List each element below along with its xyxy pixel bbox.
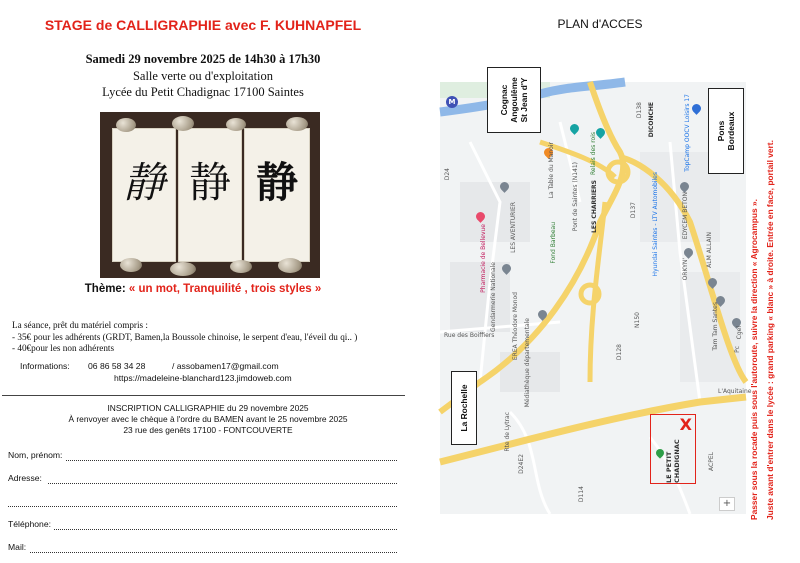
map-label: Pont de Saintes (N141)	[572, 162, 579, 232]
section-divider	[2, 395, 405, 396]
contact-website[interactable]: https://madeleine-blanchard123.jimdoweb.com	[114, 373, 292, 383]
stone-decoration	[116, 118, 136, 132]
mail-field[interactable]	[8, 542, 403, 554]
map-label: Relais des rois	[590, 132, 597, 175]
map-label: Hyundai Saintes - LTV Automobiles	[652, 172, 659, 277]
address-field-line-2[interactable]	[8, 506, 397, 507]
inscription-address: 23 rue des genêts 17100 - FONTCOUVERTE	[123, 425, 293, 435]
map-label: Fond Barbeau	[550, 222, 557, 264]
map-label: D137	[630, 202, 637, 219]
sign-line: Pons	[716, 120, 726, 142]
address-field[interactable]	[8, 473, 403, 485]
map-label: Pharmacie de Bellevue	[480, 224, 487, 293]
calligraphy-glyph-3: 静	[255, 158, 298, 207]
lycee-target-box[interactable]	[650, 414, 696, 484]
contact-label: Informations:	[20, 361, 70, 371]
venue-room: Salle verte ou d'exploitation	[132, 69, 274, 83]
calligraphy-glyph-1: 静	[122, 158, 165, 207]
map-label: D24	[444, 168, 451, 181]
map-label: D128	[616, 344, 623, 361]
calligraphy-photo	[100, 112, 320, 278]
phone-field[interactable]	[8, 519, 403, 531]
stone-decoration	[170, 262, 196, 276]
directions-line-2: Juste avant d'entrer dans le lycée : grand parking « blanc » à droite. Entrée en face, portail vert.	[765, 140, 775, 520]
map-label: N150	[634, 312, 641, 328]
directions-line-1: Passer sous la rocade puis sous l'autoroute, suivre la direction « Agrocampus ».	[749, 199, 759, 520]
name-field-label: Nom, prénom:	[8, 450, 63, 460]
map-label: LES AVENTURIER	[510, 202, 517, 253]
calligraphy-sheet-3	[244, 128, 310, 262]
venue-school: Lycée du Petit Chadignac 17100 Saintes	[102, 85, 304, 99]
map-label: Rte de Lytrac	[504, 412, 511, 452]
sign-line: Bordeaux	[726, 111, 736, 151]
map-label: Médiathèque départementale	[524, 318, 531, 408]
event-venue	[28, 68, 378, 100]
event-title: STAGE de CALLIGRAPHIE avec F. KUHNAPFEL	[44, 17, 362, 33]
map-label: Cgel	[736, 326, 743, 340]
map-label: TopCamp OOCV Loisirs 17	[684, 94, 691, 172]
map-label: Gendarmerie Nationale	[490, 262, 497, 332]
sign-pons-text	[716, 112, 736, 151]
address-field-2[interactable]	[8, 496, 403, 508]
sign-la-rochelle	[451, 371, 477, 445]
map-label: Rue des Boiffiers	[444, 332, 495, 339]
map-label: L'Aquitaine	[718, 388, 752, 395]
map-zoom-in-button[interactable]: +	[719, 497, 735, 511]
phone-field-line[interactable]	[54, 529, 397, 530]
event-date-time: Samedi 29 novembre 2025 de 14h30 à 17h30	[85, 52, 321, 66]
map-label: LES CHARRIERS	[591, 180, 598, 233]
address-field-line[interactable]	[48, 483, 397, 484]
pricing-section	[12, 320, 407, 355]
map-label: Tam Tam Santes	[712, 302, 719, 351]
theme-line	[28, 283, 378, 295]
sign-cognac-text	[499, 77, 529, 123]
map-label: ACPEL	[708, 452, 715, 471]
map-label: ORKYN'	[682, 258, 689, 281]
map-label: EREA Théodore Monod	[512, 292, 519, 361]
contact-email[interactable]: / assobamen17@gmail.com	[172, 361, 279, 371]
theme-value: « un mot, Tranquilité , trois styles »	[125, 283, 322, 295]
pricing-non-members: - 40€pour les non adhérents	[12, 343, 115, 354]
directions-text	[747, 70, 789, 520]
target-x-mark: X	[679, 415, 692, 434]
address-field-label: Adresse:	[8, 473, 42, 483]
lycee-label: LE PETIT CHADIGNAC	[665, 439, 681, 483]
sign-line: St Jean d'Y	[519, 77, 529, 123]
map-label: DICONCHE	[648, 102, 655, 138]
contact-phone[interactable]: 06 86 58 34 28	[88, 361, 146, 371]
name-field-line[interactable]	[66, 460, 397, 461]
stone-decoration	[286, 117, 308, 131]
calligraphy-glyph-2: 静	[188, 158, 231, 207]
sign-cognac-angouleme	[487, 67, 541, 133]
pricing-members: - 35€ pour les adhérents (GRDT, Bamen,la Boussole chinoise, le serpent d'eau, l'éveil du qi.. )	[12, 331, 358, 342]
name-field[interactable]	[8, 450, 403, 462]
map-label: La Table du Manoir	[548, 142, 555, 199]
calligraphy-sheet-2	[178, 128, 242, 262]
map-label: EDYCEM BETON	[682, 192, 689, 240]
stone-decoration	[278, 258, 302, 273]
map-label: D138	[636, 102, 643, 119]
metro-icon: M	[446, 96, 458, 108]
inscription-title: INSCRIPTION CALLIGRAPHIE du 29 novembre 2025	[107, 403, 309, 413]
map-motorway	[440, 397, 746, 462]
mail-field-line[interactable]	[30, 552, 397, 553]
stone-decoration	[172, 116, 194, 131]
stone-decoration	[120, 258, 142, 272]
calligraphy-sheet-1	[112, 128, 176, 262]
map-street	[510, 412, 550, 514]
mail-field-label: Mail:	[8, 542, 27, 552]
lycee-pin-icon	[654, 447, 665, 458]
sign-larochelle-text: La Rochelle	[459, 384, 469, 432]
inscription-instructions: À renvoyer avec le chèque à l'ordre du BAMEN avant le 25 novembre 2025	[68, 414, 348, 424]
map-label: D24E2	[518, 454, 525, 474]
access-map[interactable]	[440, 82, 752, 514]
inscription-block	[28, 403, 388, 436]
sign-pons-bordeaux	[708, 88, 744, 174]
sign-line: Angoulême	[509, 77, 519, 123]
stone-decoration	[230, 260, 252, 273]
theme-label: Thème:	[84, 283, 126, 295]
sign-line: Cognac	[499, 84, 509, 116]
map-label: D114	[578, 486, 585, 503]
map-label: Pc	[734, 346, 741, 353]
plan-title: PLAN d'ACCES	[557, 17, 643, 31]
stone-decoration	[226, 118, 246, 131]
phone-field-label: Téléphone:	[8, 519, 52, 529]
pricing-intro: La séance, prêt du matériel compris :	[12, 320, 148, 330]
map-label: ALM ALLAIN	[706, 232, 713, 268]
